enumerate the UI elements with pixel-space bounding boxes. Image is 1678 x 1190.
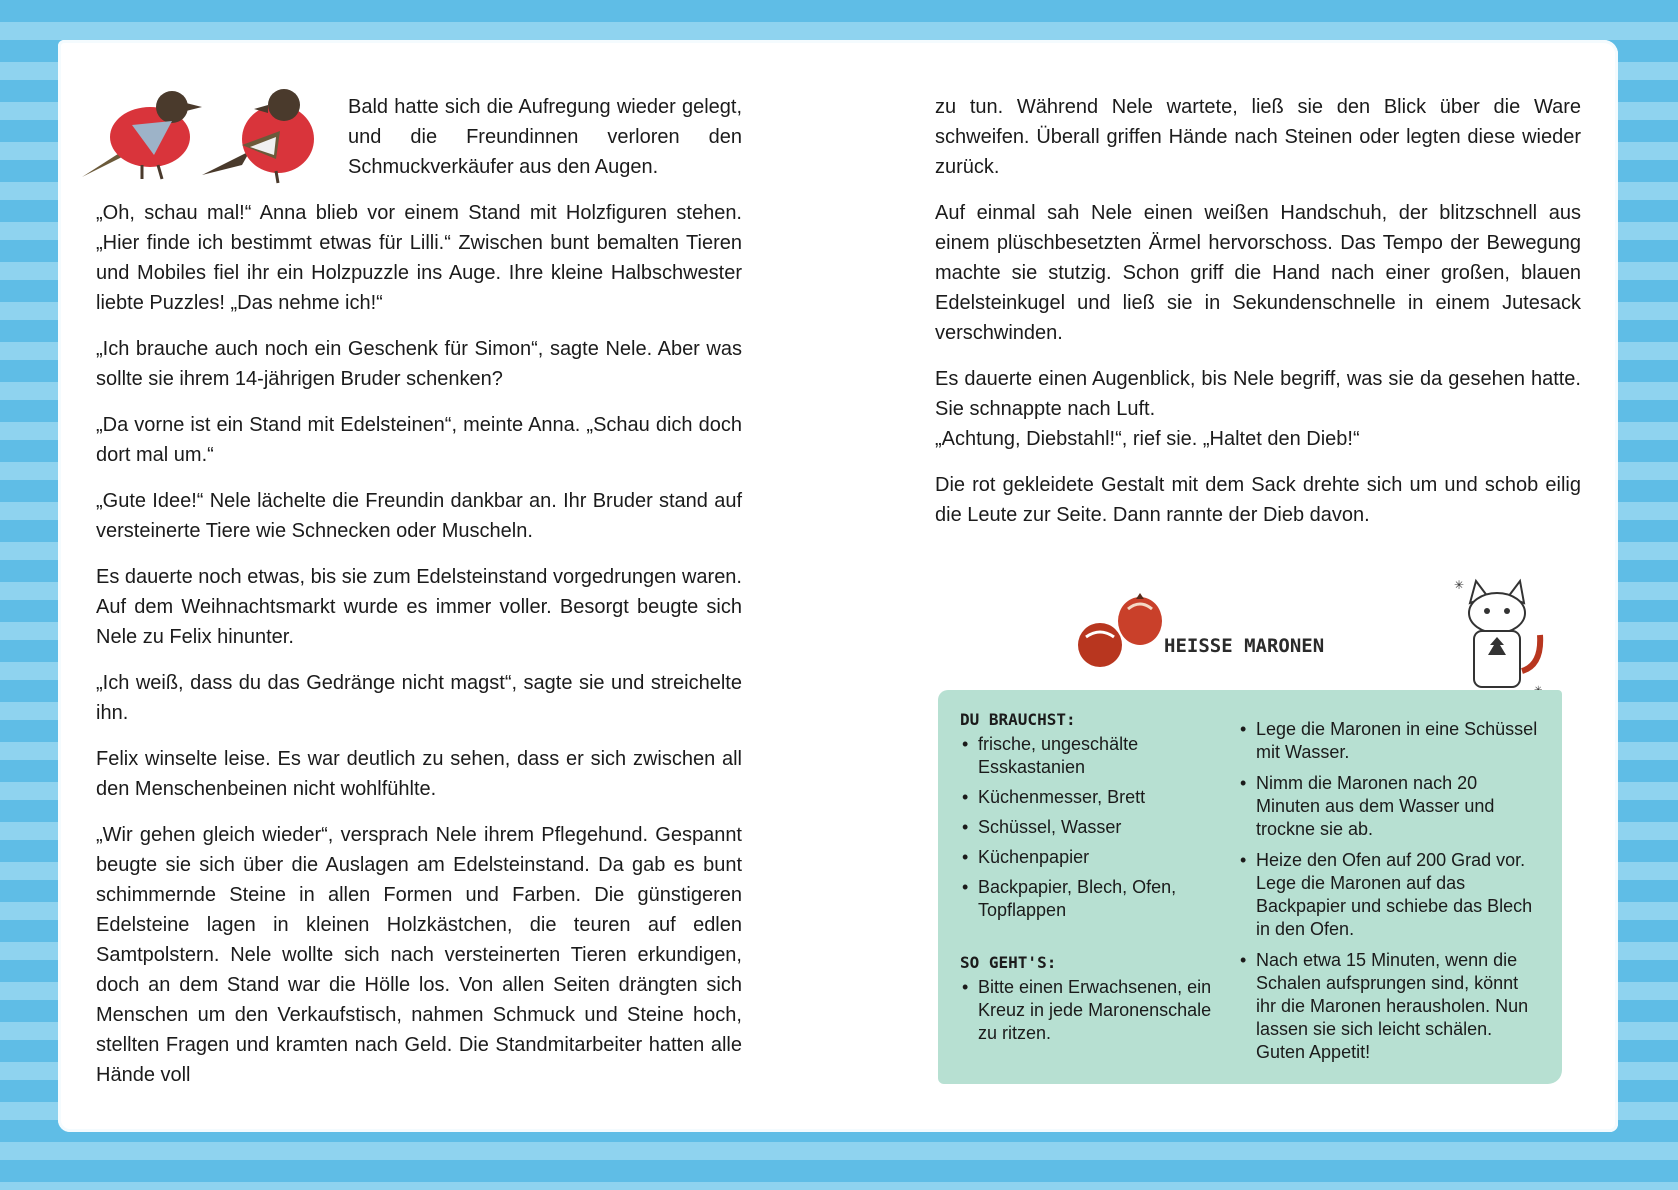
list-item: • Schüssel, Wasser [960, 816, 1232, 839]
list-item: • Küchenpapier [960, 846, 1232, 869]
paragraph: zu tun. Während Nele wartete, ließ sie den Blick über die Ware schweifen. Überall griffen Hände nach Steinen oder legten diese wieder zurück. [935, 96, 1581, 178]
list-item: • Backpapier, Blech, Ofen, Topflappen [960, 876, 1232, 922]
paragraph: „Oh, schau mal!“ Anna blieb vor einem Stand mit Holzfiguren stehen. „Hier finde ich bestimmt etwas für Lilli.“ Zwischen bunt bemalten Tieren und Mobiles fiel ihr ein Holzpuzzle ins Auge. Ihre kleine Halbschwester liebte Puzzles! „Das nehme ich!“ [96, 202, 742, 314]
left-text-column [96, 92, 742, 1106]
list-item: • Nimm die Maronen nach 20 Minuten aus dem Wasser und trockne sie ab. [1238, 772, 1538, 841]
paragraph: „Ich weiß, dass du das Gedränge nicht magst“, sagte sie und streichelte ihn. [96, 672, 742, 724]
list-item: • frische, ungeschälte Esskastanien [960, 733, 1232, 779]
paragraph: „Gute Idee!“ Nele lächelte die Freundin dankbar an. Ihr Bruder stand auf versteinerte Tiere wie Schnecken oder Muscheln. [96, 490, 742, 542]
list-item: • Nach etwa 15 Minuten, wenn die Schalen aufsprungen sind, könnt ihr die Maronen herausholen. Nun lassen sie sich leicht schälen. Guten Appetit! [1238, 949, 1538, 1064]
intro-paragraph: Bald hatte sich die Aufregung wieder gelegt, und die Freundinnen verloren den Schmuckverkäufer aus den Augen. [348, 96, 742, 178]
steps-heading: SO GEHT'S: [960, 953, 1057, 972]
list-item: • Lege die Maronen in eine Schüssel mit Wasser. [1238, 718, 1538, 764]
recipe-title: HEISSE MARONEN [1164, 635, 1325, 657]
paragraph: Felix winselte leise. Es war deutlich zu sehen, dass er sich zwischen all den Menschenbeinen nicht wohlfühlte. [96, 748, 742, 800]
paragraph: Es dauerte noch etwas, bis sie zum Edelsteinstand vorgedrungen waren. Auf dem Weihnachtsmarkt wurde es immer voller. Besorgt beugte sich Nele zu Felix hinunter. [96, 566, 742, 648]
svg-text:✳: ✳ [1454, 578, 1465, 592]
list-item: • Küchenmesser, Brett [960, 786, 1232, 809]
right-text-column [935, 92, 1581, 546]
needs-heading: DU BRAUCHST: [960, 710, 1076, 729]
recipe-header [1060, 578, 1580, 695]
shout-line: „Achtung, Diebstahl!“, rief sie. „Haltet den Dieb!“ [935, 428, 1360, 450]
recipe-box [938, 690, 1562, 1084]
paragraph: „Wir gehen gleich wieder“, versprach Nele ihrem Pflegehund. Gespannt beugte sie sich über die Auslagen am Edelsteinstand. Da gab es bunt schimmernde Steine in allen Formen und Farben. Die günstigeren Edelsteine lagen in kleinen Holzkästchen, die teuren auf edlen Samtpolstern. Nele wollte sich nach versteinerten Tieren erkundigen, doch an dem Stand war die Hölle los. Von allen Seiten drängten sich Menschen um den Verkaufstisch, nahmen Schmuck und Steine hoch, stellten Fragen und kramten nach Geld. Die Standmitarbeiter hatten alle Hände voll [96, 824, 742, 1086]
list-item: • Bitte einen Erwachsenen, ein Kreuz in jede Maronenschale zu ritzen. [960, 976, 1232, 1045]
cat-in-sweater-icon [1446, 575, 1550, 695]
paragraph: Es dauerte einen Augenblick, bis Nele begriff, was sie da gesehen hatte. Sie schnappte nach Luft. [935, 368, 1581, 420]
paragraph: Auf einmal sah Nele einen weißen Handschuh, der blitzschnell aus einem plüschbesetzten Ärmel hervorschoss. Das Tempo der Bewegung machte sie stutzig. Schon griff die Hand nach einer großen, blauen Edelsteinkugel und ließ sie in Sekundenschnelle in einem Jutesack verschwinden. [935, 202, 1581, 344]
chestnut-icon [1070, 585, 1170, 675]
ingredients-column [960, 710, 1232, 1052]
steps-list-left [960, 976, 1232, 1045]
paragraph: „Da vorne ist ein Stand mit Edelsteinen“, meinte Anna. „Schau dich doch dort mal um.“ [96, 414, 742, 466]
list-item: • Heize den Ofen auf 200 Grad vor. Lege die Maronen auf das Backpapier und schiebe das Blech in den Ofen. [1238, 849, 1538, 941]
steps-column [1238, 718, 1538, 1072]
steps-list-right [1238, 718, 1538, 1064]
needs-list [960, 733, 1232, 922]
paragraph: Die rot gekleidete Gestalt mit dem Sack drehte sich um und schob eilig die Leute zur Seite. Dann rannte der Dieb davon. [935, 474, 1581, 526]
paragraph: „Ich brauche auch noch ein Geschenk für Simon“, sagte Nele. Aber was sollte sie ihrem 14-jährigen Bruder schenken? [96, 338, 742, 390]
